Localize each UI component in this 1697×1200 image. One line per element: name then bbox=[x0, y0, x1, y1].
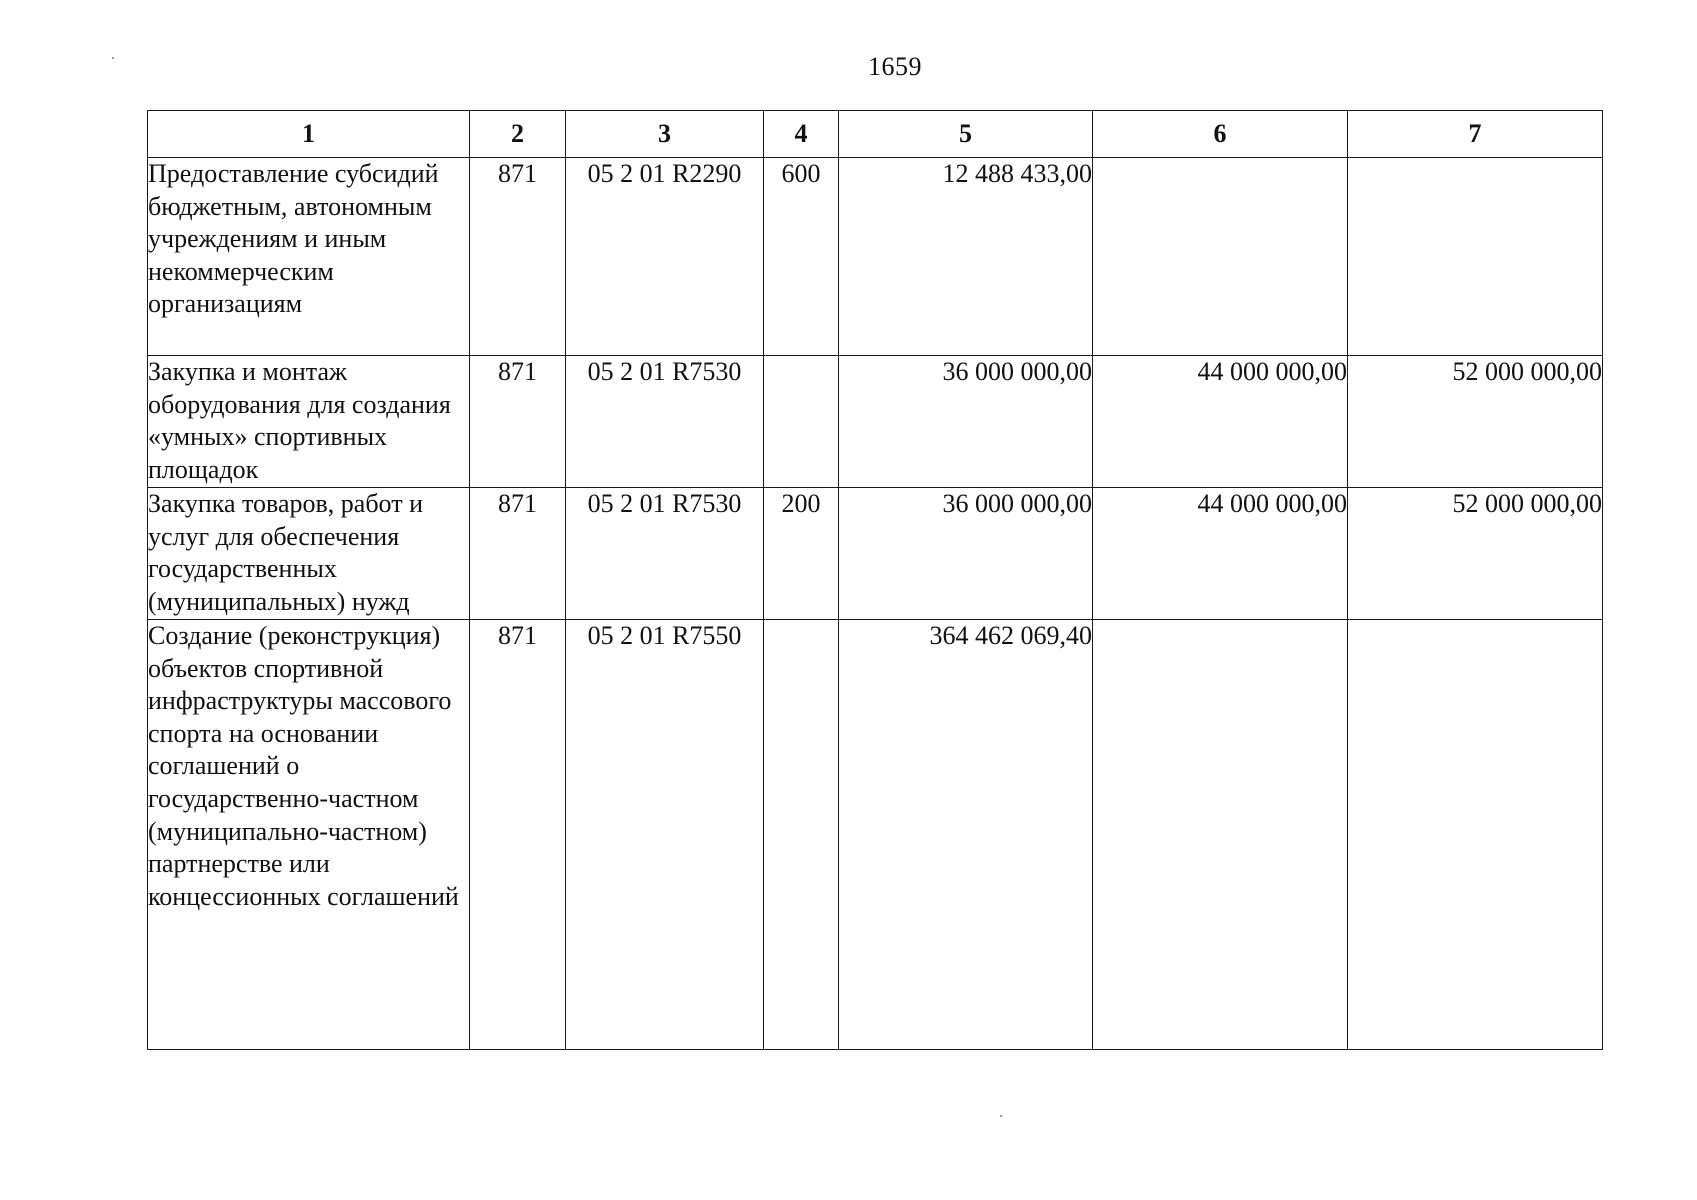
page-number: 1659 bbox=[868, 52, 922, 81]
row-value-5: 364 462 069,40 bbox=[839, 620, 1093, 1050]
table-row bbox=[148, 620, 1603, 1050]
row-value-6: 44 000 000,00 bbox=[1093, 488, 1348, 620]
row-value-6 bbox=[1093, 158, 1348, 356]
row-name: Предоставление субсидий бюджетным, автономным учреждениям и иным некоммерческим организациям bbox=[148, 158, 470, 356]
row-value-7: 52 000 000,00 bbox=[1348, 488, 1603, 620]
row-article: 05 2 01 R2290 bbox=[566, 158, 764, 356]
column-header-2: 2 bbox=[470, 111, 566, 158]
column-header-4: 4 bbox=[764, 111, 839, 158]
column-header-1: 1 bbox=[148, 111, 470, 158]
row-code: 871 bbox=[470, 620, 566, 1050]
row-code: 871 bbox=[470, 356, 566, 488]
row-type bbox=[764, 620, 839, 1050]
row-name: Закупка товаров, работ и услуг для обеспечения государственных (муниципальных) нужд bbox=[148, 488, 470, 620]
row-type: 200 bbox=[764, 488, 839, 620]
row-type bbox=[764, 356, 839, 488]
budget-table bbox=[147, 110, 1603, 1050]
column-header-3: 3 bbox=[566, 111, 764, 158]
row-value-6: 44 000 000,00 bbox=[1093, 356, 1348, 488]
table-header-row bbox=[148, 111, 1603, 158]
row-value-6 bbox=[1093, 620, 1348, 1050]
column-header-5: 5 bbox=[839, 111, 1093, 158]
row-value-5: 36 000 000,00 bbox=[839, 356, 1093, 488]
column-header-6: 6 bbox=[1093, 111, 1348, 158]
row-article: 05 2 01 R7550 bbox=[566, 620, 764, 1050]
row-value-7 bbox=[1348, 620, 1603, 1050]
row-article: 05 2 01 R7530 bbox=[566, 356, 764, 488]
scan-speck bbox=[112, 57, 114, 59]
row-name: Закупка и монтаж оборудования для создания «умных» спортивных площадок bbox=[148, 356, 470, 488]
row-article: 05 2 01 R7530 bbox=[566, 488, 764, 620]
table-row bbox=[148, 158, 1603, 356]
row-type: 600 bbox=[764, 158, 839, 356]
table-row bbox=[148, 488, 1603, 620]
row-name: Создание (реконструкция) объектов спортивной инфраструктуры массового спорта на основании соглашений о государственно-частном (муниципально-частном) партнерстве или концессионных соглашений bbox=[148, 620, 470, 1050]
row-code: 871 bbox=[470, 488, 566, 620]
row-value-5: 12 488 433,00 bbox=[839, 158, 1093, 356]
row-value-7 bbox=[1348, 158, 1603, 356]
scan-speck bbox=[1000, 1115, 1002, 1117]
column-header-7: 7 bbox=[1348, 111, 1603, 158]
table-row bbox=[148, 356, 1603, 488]
row-value-5: 36 000 000,00 bbox=[839, 488, 1093, 620]
row-value-7: 52 000 000,00 bbox=[1348, 356, 1603, 488]
row-code: 871 bbox=[470, 158, 566, 356]
